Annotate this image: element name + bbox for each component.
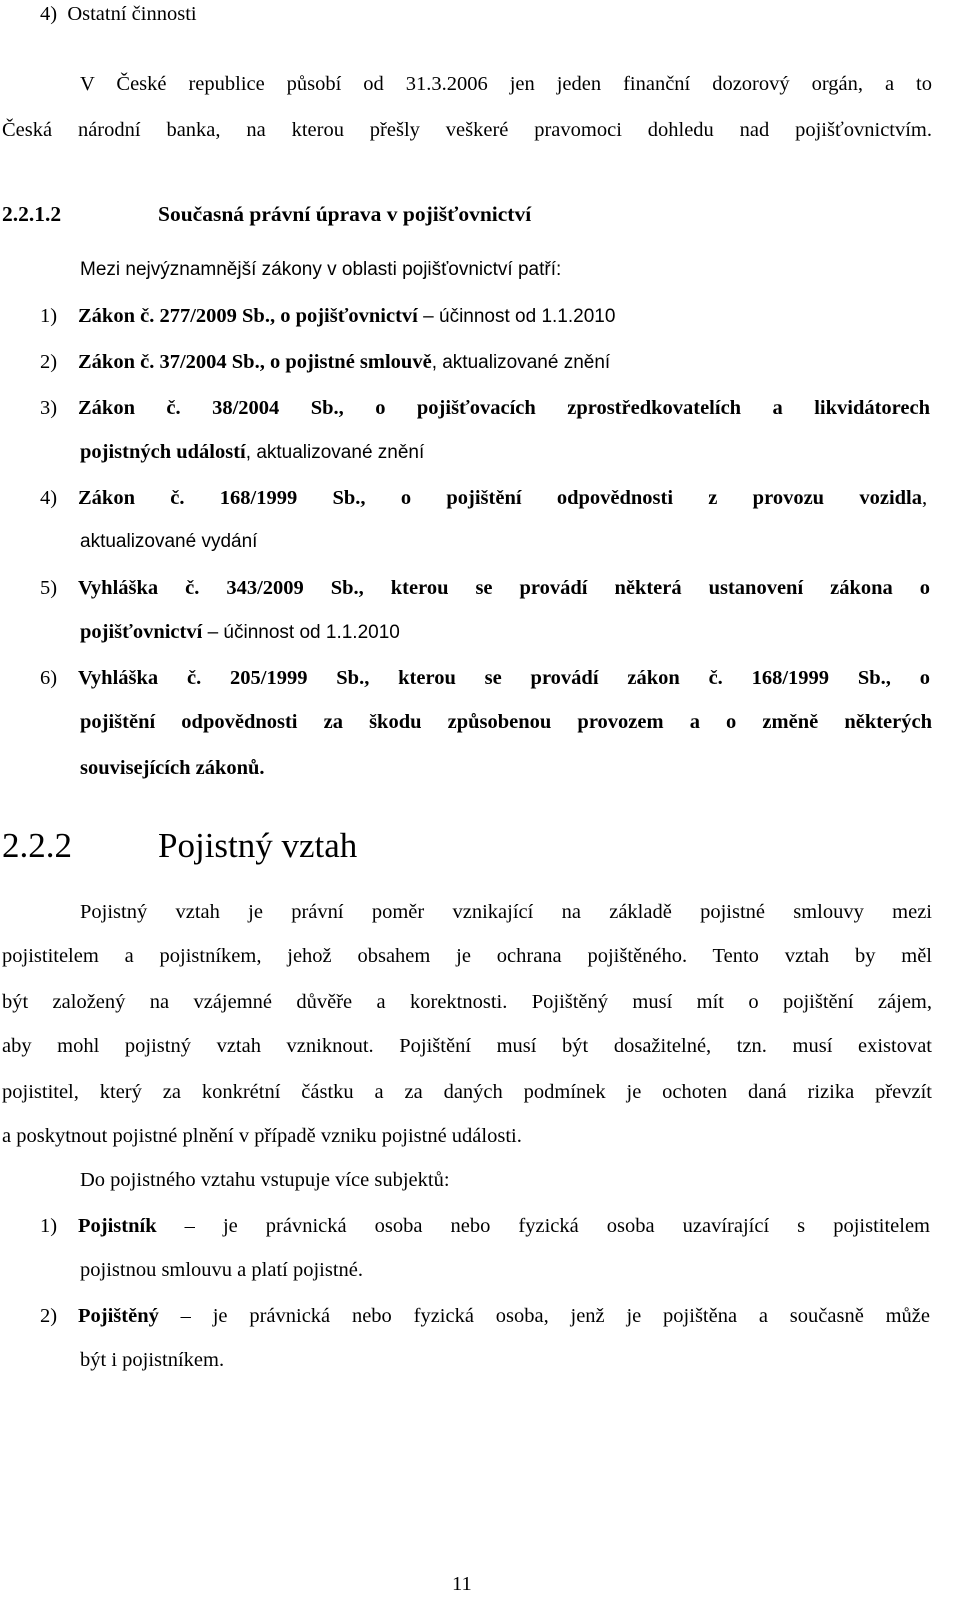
law-title: Vyhláška č. 205/1999 Sb., kterou se provádí zákon č. 168/1999 Sb., o xyxy=(78,667,930,689)
paragraph-line-2: pojistitelem a pojistníkem, jehož obsahem je ochrana pojištěného. Tento vztah by měl xyxy=(2,945,932,967)
law-item-5 xyxy=(40,576,932,600)
law-note: – účinnost od 1.1.2010 xyxy=(202,622,400,643)
law-title: Zákon č. 37/2004 Sb., o pojistné smlouvě xyxy=(78,351,432,373)
paragraph-line-3: být založený na vzájemné důvěře a korektnosti. Pojištěný musí mít o pojištění zájem, xyxy=(2,991,932,1013)
law-number: 3) xyxy=(40,397,58,419)
laws-intro: Mezi nejvýznamnější zákony v oblasti pojišťovnictví patří: xyxy=(80,259,562,280)
subject-definition: – je právnická osoba nebo fyzická osoba uzavírající s pojistitelem xyxy=(156,1215,930,1237)
subheading-title: Současná právní úprava v pojišťovnictví xyxy=(158,202,532,226)
law-note: – účinnost od 1.1.2010 xyxy=(417,306,616,327)
paragraph-line-4: aby mohl pojistný vztah vzniknout. Pojištění musí být dosažitelné, tzn. musí existovat xyxy=(2,1035,932,1057)
law-item-6-continuation-2: souvisejících zákonů. xyxy=(80,757,265,779)
section-title: Pojistný vztah xyxy=(158,826,358,865)
paragraph-line-1: Pojistný vztah je právní poměr vznikající na základě pojistné smlouvy mezi xyxy=(80,901,932,923)
law-item-5-continuation xyxy=(80,620,400,645)
law-title-continuation: pojišťovnictví xyxy=(80,621,203,643)
law-number: 1) xyxy=(40,305,58,327)
law-note: , aktualizované znění xyxy=(431,352,611,373)
law-title: Vyhláška č. 343/2009 Sb., kterou se provádí některá ustanovení zákona o xyxy=(78,577,930,599)
section-other-heading: 4) Ostatní činnosti xyxy=(40,3,197,25)
law-item-4-note: aktualizované vydání xyxy=(80,531,258,552)
law-item-6-continuation: pojištění odpovědnosti za škodu způsobenou provozem a o změně některých xyxy=(80,711,932,733)
intro-line-2: Česká národní banka, na kterou přešly veškeré pravomoci dohledu nad pojišťovnictvím. xyxy=(2,119,932,141)
law-number: 5) xyxy=(40,577,58,599)
law-item-3-continuation xyxy=(80,440,424,465)
law-comma: , xyxy=(922,487,928,509)
subject-number: 2) xyxy=(40,1305,58,1327)
subject-item-1-continuation: pojistnou smlouvu a platí pojistné. xyxy=(80,1259,364,1281)
law-title: Zákon č. 168/1999 Sb., o pojištění odpovědnosti z provozu vozidla xyxy=(78,487,922,509)
law-item-3 xyxy=(40,396,932,420)
law-item-4 xyxy=(40,486,932,510)
law-title: Zákon č. 277/2009 Sb., o pojišťovnictví xyxy=(78,305,418,327)
law-title: Zákon č. 38/2004 Sb., o pojišťovacích zprostředkovatelích a likvidátorech xyxy=(78,397,930,419)
law-number: 2) xyxy=(40,351,58,373)
subjects-intro: Do pojistného vztahu vstupuje více subjektů: xyxy=(80,1169,450,1191)
subject-definition: – je právnická nebo fyzická osoba, jenž je pojištěna a současně může xyxy=(158,1305,930,1327)
law-number: 4) xyxy=(40,487,58,509)
subject-item-2-continuation: být i pojistníkem. xyxy=(80,1349,225,1371)
law-item-2 xyxy=(40,350,610,375)
subheading-number: 2.2.1.2 xyxy=(2,202,62,226)
paragraph-line-5: pojistitel, který za konkrétní částku a za daných podmínek je ochoten daná rizika převzít xyxy=(2,1081,932,1103)
law-item-1 xyxy=(40,304,615,329)
section-number: 2.2.2 xyxy=(2,826,72,865)
subject-number: 1) xyxy=(40,1215,58,1237)
law-title-continuation: pojistných událostí xyxy=(80,441,246,463)
subject-term: Pojištěný xyxy=(78,1305,159,1327)
law-note: , aktualizované znění xyxy=(245,442,425,463)
subject-item-2 xyxy=(40,1304,932,1328)
subject-item-1 xyxy=(40,1214,932,1238)
paragraph-line-6: a poskytnout pojistné plnění v případě vzniku pojistné události. xyxy=(2,1125,522,1147)
law-item-6 xyxy=(40,666,932,690)
law-number: 6) xyxy=(40,667,58,689)
subject-term: Pojistník xyxy=(78,1215,157,1237)
page-number: 11 xyxy=(452,1573,472,1595)
intro-line-1: V České republice působí od 31.3.2006 jen jeden finanční dozorový orgán, a to xyxy=(80,73,932,95)
